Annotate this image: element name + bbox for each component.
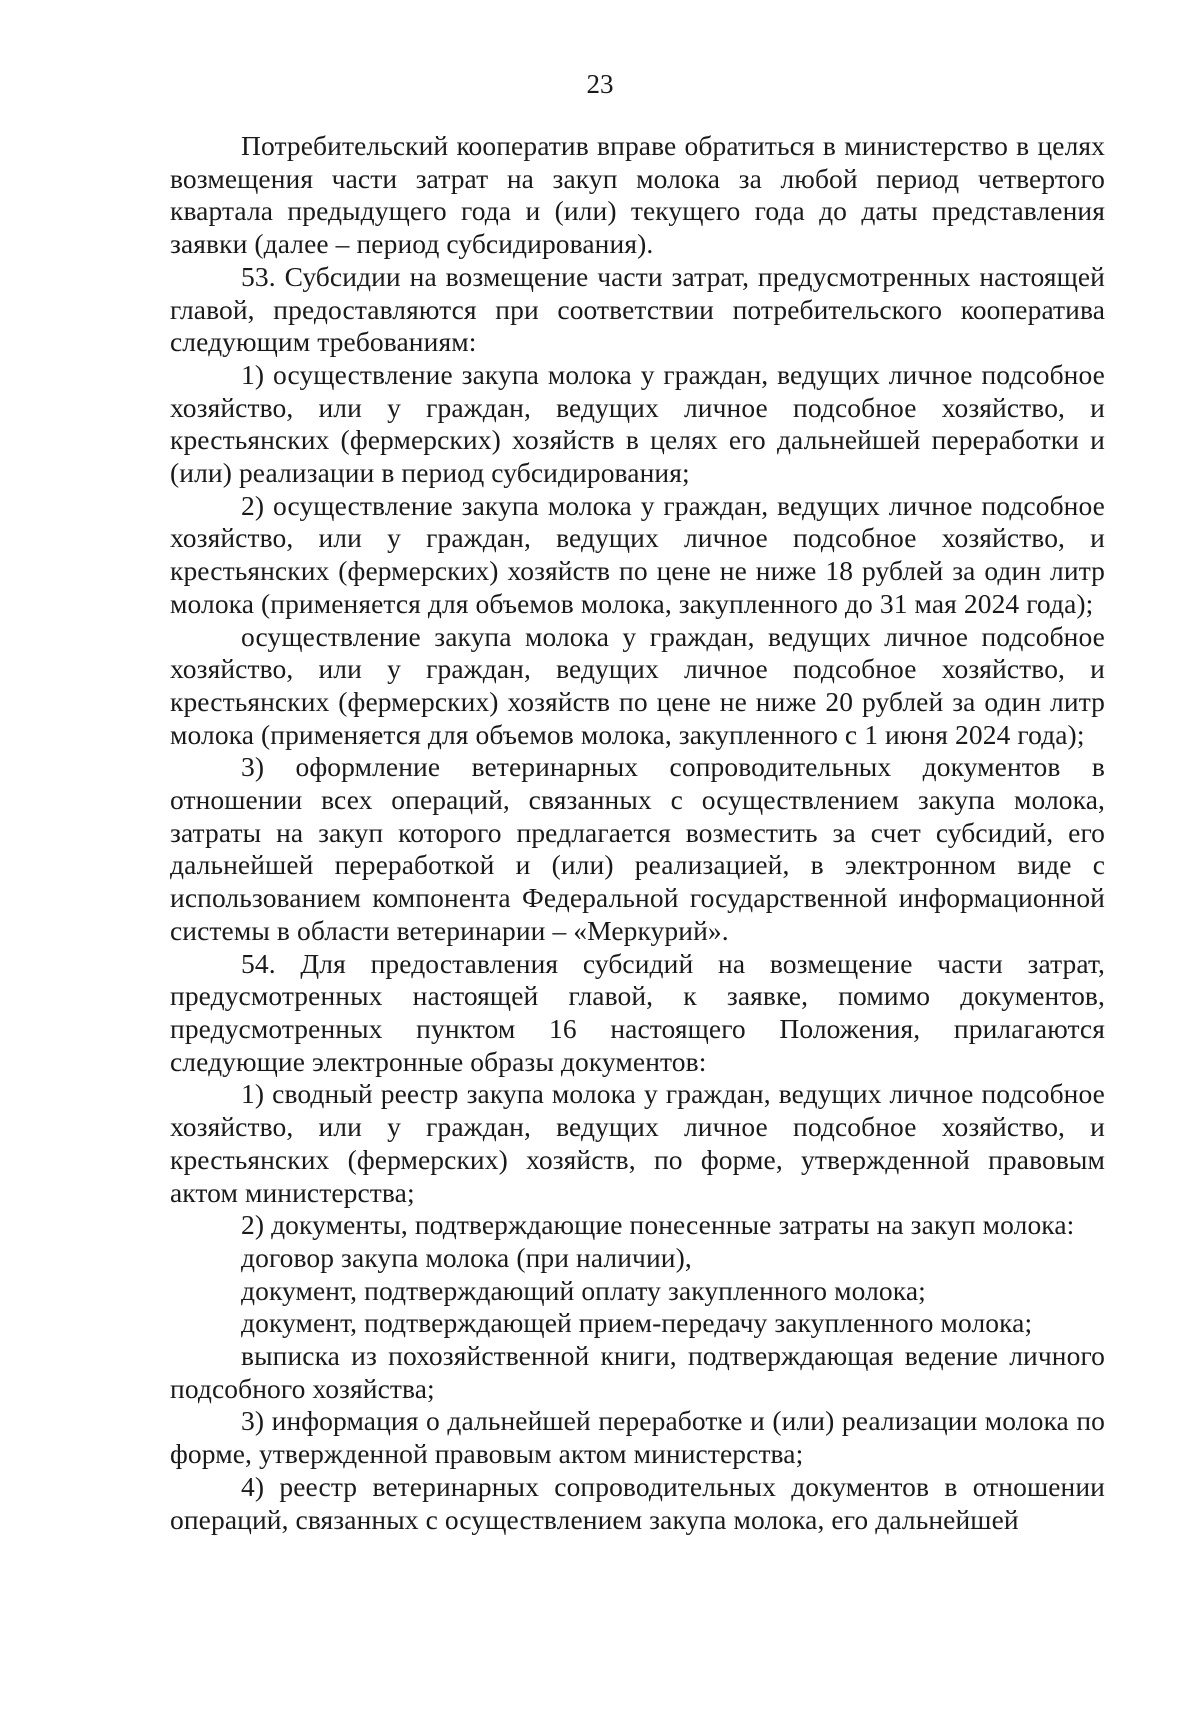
paragraph-53-item-1: 1) осуществление закупа молока у граждан, ведущих личное подсобное хозяйство, или у граждан, ведущих личное подсобное хозяйство, и крестьянских (фермерских) хозяйств в целях его дальнейшей переработки и (или) реализации в период субсидирования; <box>170 358 1105 489</box>
paragraph-54-item-1: 1) сводный реестр закупа молока у граждан, ведущих личное подсобное хозяйство, или у граждан, ведущих личное подсобное хозяйство, и крестьянских (фермерских) хозяйств, по форме, утвержденной правовым актом министерства; <box>170 1078 1105 1208</box>
paragraph-54-item-4: 4) реестр ветеринарных сопроводительных документов в отношении операций, связанных с осуществлением закупа молока, его дальнейшей <box>170 1470 1105 1535</box>
paragraph-54-item-2-payment: документ, подтверждающий оплату закупленного молока; <box>241 1274 926 1306</box>
paragraph-53: 53. Субсидии на возмещение части затрат, предусмотренных настоящей главой, предоставляются при соответствии потребительского кооператива следующим требованиям: <box>170 260 1105 358</box>
page-number: 23 <box>586 69 614 99</box>
paragraph-54-item-2-extract: выписка из похозяйственной книги, подтверждающая ведение личного подсобного хозяйства; <box>170 1340 1105 1404</box>
paragraph-54-item-3: 3) информация о дальнейшей переработке и (или) реализации молока по форме, утвержденной правовым актом министерства; <box>170 1405 1105 1470</box>
paragraph-54-item-2: 2) документы, подтверждающие понесенные затраты на закуп молока: <box>241 1209 1075 1241</box>
paragraph-53-item-2: 2) осуществление закупа молока у граждан, ведущих личное подсобное хозяйство, или у граждан, ведущих личное подсобное хозяйство, и крестьянских (фермерских) хозяйств по цене не ниже 18 рублей за один литр молока (применяется для объемов молока, закупленного до 31 мая 2024 года); <box>170 489 1105 619</box>
paragraph-53-item-2-continued: осуществление закупа молока у граждан, ведущих личное подсобное хозяйство, или у граждан, ведущих личное подсобное хозяйство, и крестьянских (фермерских) хозяйств по цене не ниже 20 рублей за один литр молока (применяется для объемов молока, закупленного с 1 июня 2024 года); <box>170 620 1105 750</box>
paragraph-intro: Потребительский кооператив вправе обратиться в министерство в целях возмещения части затрат на закуп молока за любой период четвертого квартала предыдущего года и (или) текущего года до даты представления заявки (далее – период субсидирования). <box>170 130 1105 260</box>
document-body <box>170 130 1105 1536</box>
paragraph-54-item-2-transfer: документ, подтверждающей прием-передачу закупленного молока; <box>241 1307 1033 1339</box>
paragraph-54: 54. Для предоставления субсидий на возмещение части затрат, предусмотренных настоящей главой, к заявке, помимо документов, предусмотренных пунктом 16 настоящего Положения, прилагаются следующие электронные образы документов: <box>170 947 1105 1077</box>
paragraph-53-item-3: 3) оформление ветеринарных сопроводительных документов в отношении всех операций, связанных с осуществлением закупа молока, затраты на закуп которого предлагается возместить за счет субсидий, его дальнейшей переработкой и (или) реализацией, в электронном виде с использованием компонента Федеральной государственной информационной системы в области ветеринарии – «Меркурий». <box>170 751 1105 946</box>
paragraph-54-item-2-contract: договор закупа молока (при наличии), <box>241 1241 692 1273</box>
